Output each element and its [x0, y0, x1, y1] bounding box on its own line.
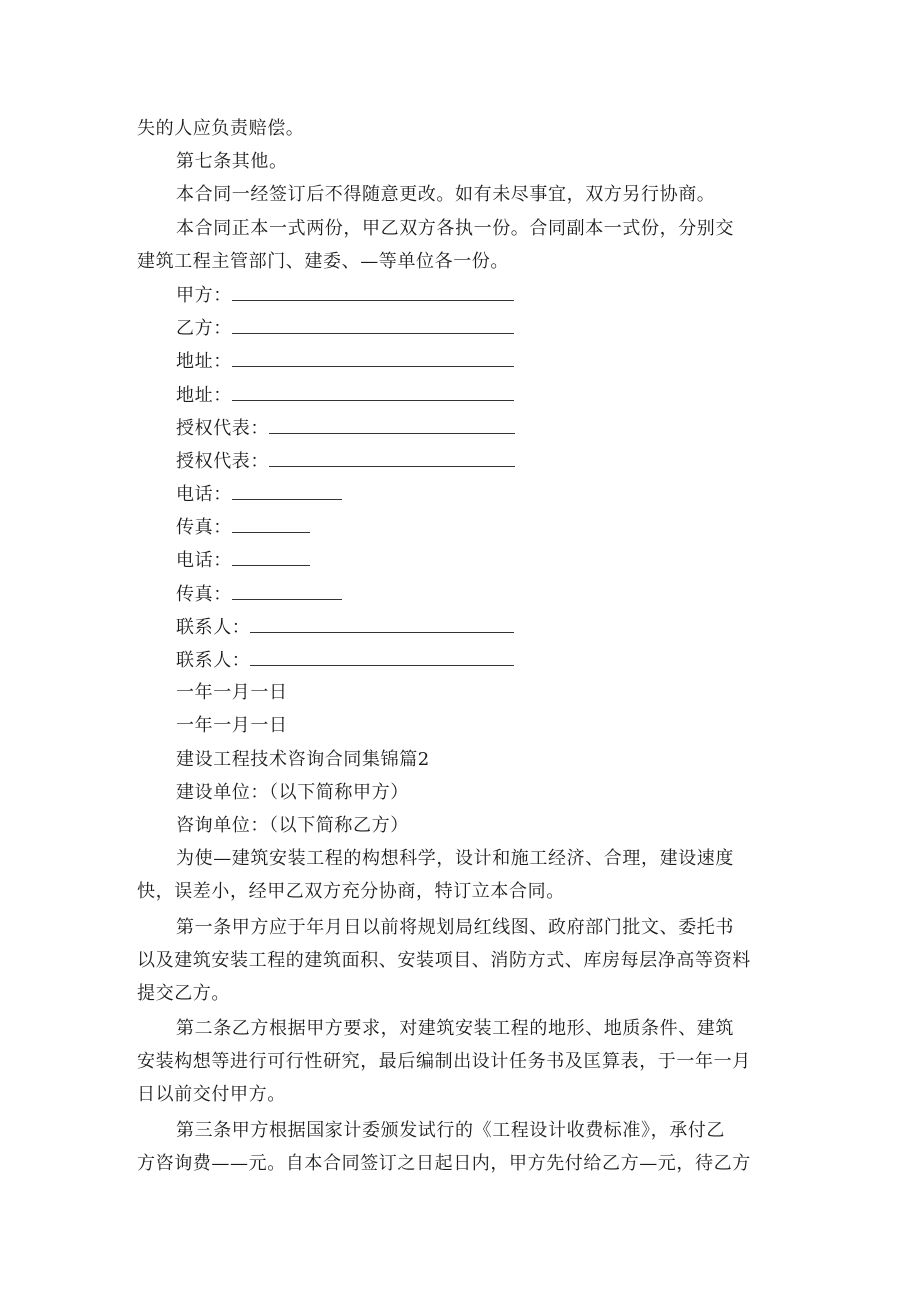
body-line: 第三条甲方根据国家计委颁发试行的《工程设计收费标准》，承付乙: [176, 1119, 725, 1141]
body-line: 为使—建筑安装工程的构想科学，设计和施工经济、合理，建设速度: [176, 848, 734, 870]
fill-in-blank: [232, 543, 310, 566]
fill-in-blank: [232, 344, 514, 367]
field-label: 电话：: [176, 550, 232, 572]
signature-field: [137, 477, 793, 510]
signature-field: [137, 543, 793, 576]
signature-field: [137, 311, 793, 344]
text-line: 本合同一经签订后不得随意更改。如有未尽事宜，双方另行协商。: [176, 184, 716, 206]
field-label: 电话：: [176, 484, 232, 506]
date-line: 一年一月一日: [176, 715, 288, 737]
fill-in-blank: [250, 643, 514, 666]
signature-field: [137, 378, 793, 411]
body-line: 安装构想等进行可行性研究，最后编制出设计任务书及匡算表，于一年一月: [137, 1051, 751, 1073]
document-page: [137, 112, 793, 1180]
field-label: 联系人：: [176, 616, 251, 638]
signature-field: [137, 278, 793, 311]
signature-field: [137, 344, 793, 377]
date-lines: [137, 676, 793, 742]
field-label: 甲方：: [176, 284, 232, 306]
field-label: 授权代表：: [176, 450, 269, 472]
fill-in-blank: [232, 510, 310, 533]
text-line: 第七条其他。: [176, 151, 288, 173]
party-line: 建设单位：（以下简称甲方）: [176, 781, 409, 803]
fill-in-blank: [250, 610, 514, 633]
body-line: 第一条甲方应于年月日以前将规划局红线图、政府部门批文、委托书: [176, 916, 734, 938]
signature-field: [137, 444, 793, 477]
fill-in-blank: [232, 477, 342, 500]
party-lines: [137, 776, 793, 842]
signature-field: [137, 510, 793, 543]
fill-in-blank: [232, 278, 514, 301]
field-label: 传真：: [176, 583, 232, 605]
field-label: 联系人：: [176, 650, 251, 671]
field-label: 乙方：: [176, 318, 232, 340]
signature-field: [137, 610, 793, 643]
text-line: 建筑工程主管部门、建委、—等单位各一份。: [137, 250, 509, 272]
field-label: 地址：: [176, 351, 232, 373]
contract-body: [137, 842, 793, 1180]
body-line: 日以前交付甲方。: [137, 1084, 286, 1106]
intro-paragraphs: [137, 112, 793, 278]
field-label: 授权代表：: [176, 417, 269, 439]
body-line: 方咨询费——元。自本合同签订之日起日内，甲方先付给乙方—元，待乙方: [137, 1152, 751, 1174]
signature-field: [137, 643, 793, 676]
text-line: 失的人应负责赔偿。: [137, 118, 305, 139]
body-line: 提交乙方。: [137, 982, 230, 1004]
date-line: 一年一月一日: [176, 682, 288, 704]
field-label: 地址：: [176, 384, 232, 406]
fill-in-blank: [232, 378, 514, 401]
signature-field: [137, 577, 793, 610]
body-line: 快，误差小，经甲乙双方充分协商，特订立本合同。: [137, 881, 565, 903]
field-label: 传真：: [176, 517, 232, 539]
party-line: 咨询单位：（以下简称乙方）: [176, 814, 409, 836]
fill-in-blank: [269, 411, 515, 434]
body-line: 第二条乙方根据甲方要求，对建筑安装工程的地形、地质条件、建筑: [176, 1018, 734, 1040]
section-title: 建设工程技术咨询合同集锦篇2: [176, 748, 430, 770]
signature-fields: [137, 278, 793, 676]
text-line: 本合同正本一式两份，甲乙双方各执一份。合同副本一式份，分别交: [176, 217, 734, 239]
fill-in-blank: [232, 311, 514, 334]
body-line: 以及建筑安装工程的建筑面积、安装项目、消防方式、库房每层净高等资料: [137, 949, 751, 971]
fill-in-blank: [232, 577, 342, 600]
fill-in-blank: [269, 444, 515, 467]
signature-field: [137, 411, 793, 444]
